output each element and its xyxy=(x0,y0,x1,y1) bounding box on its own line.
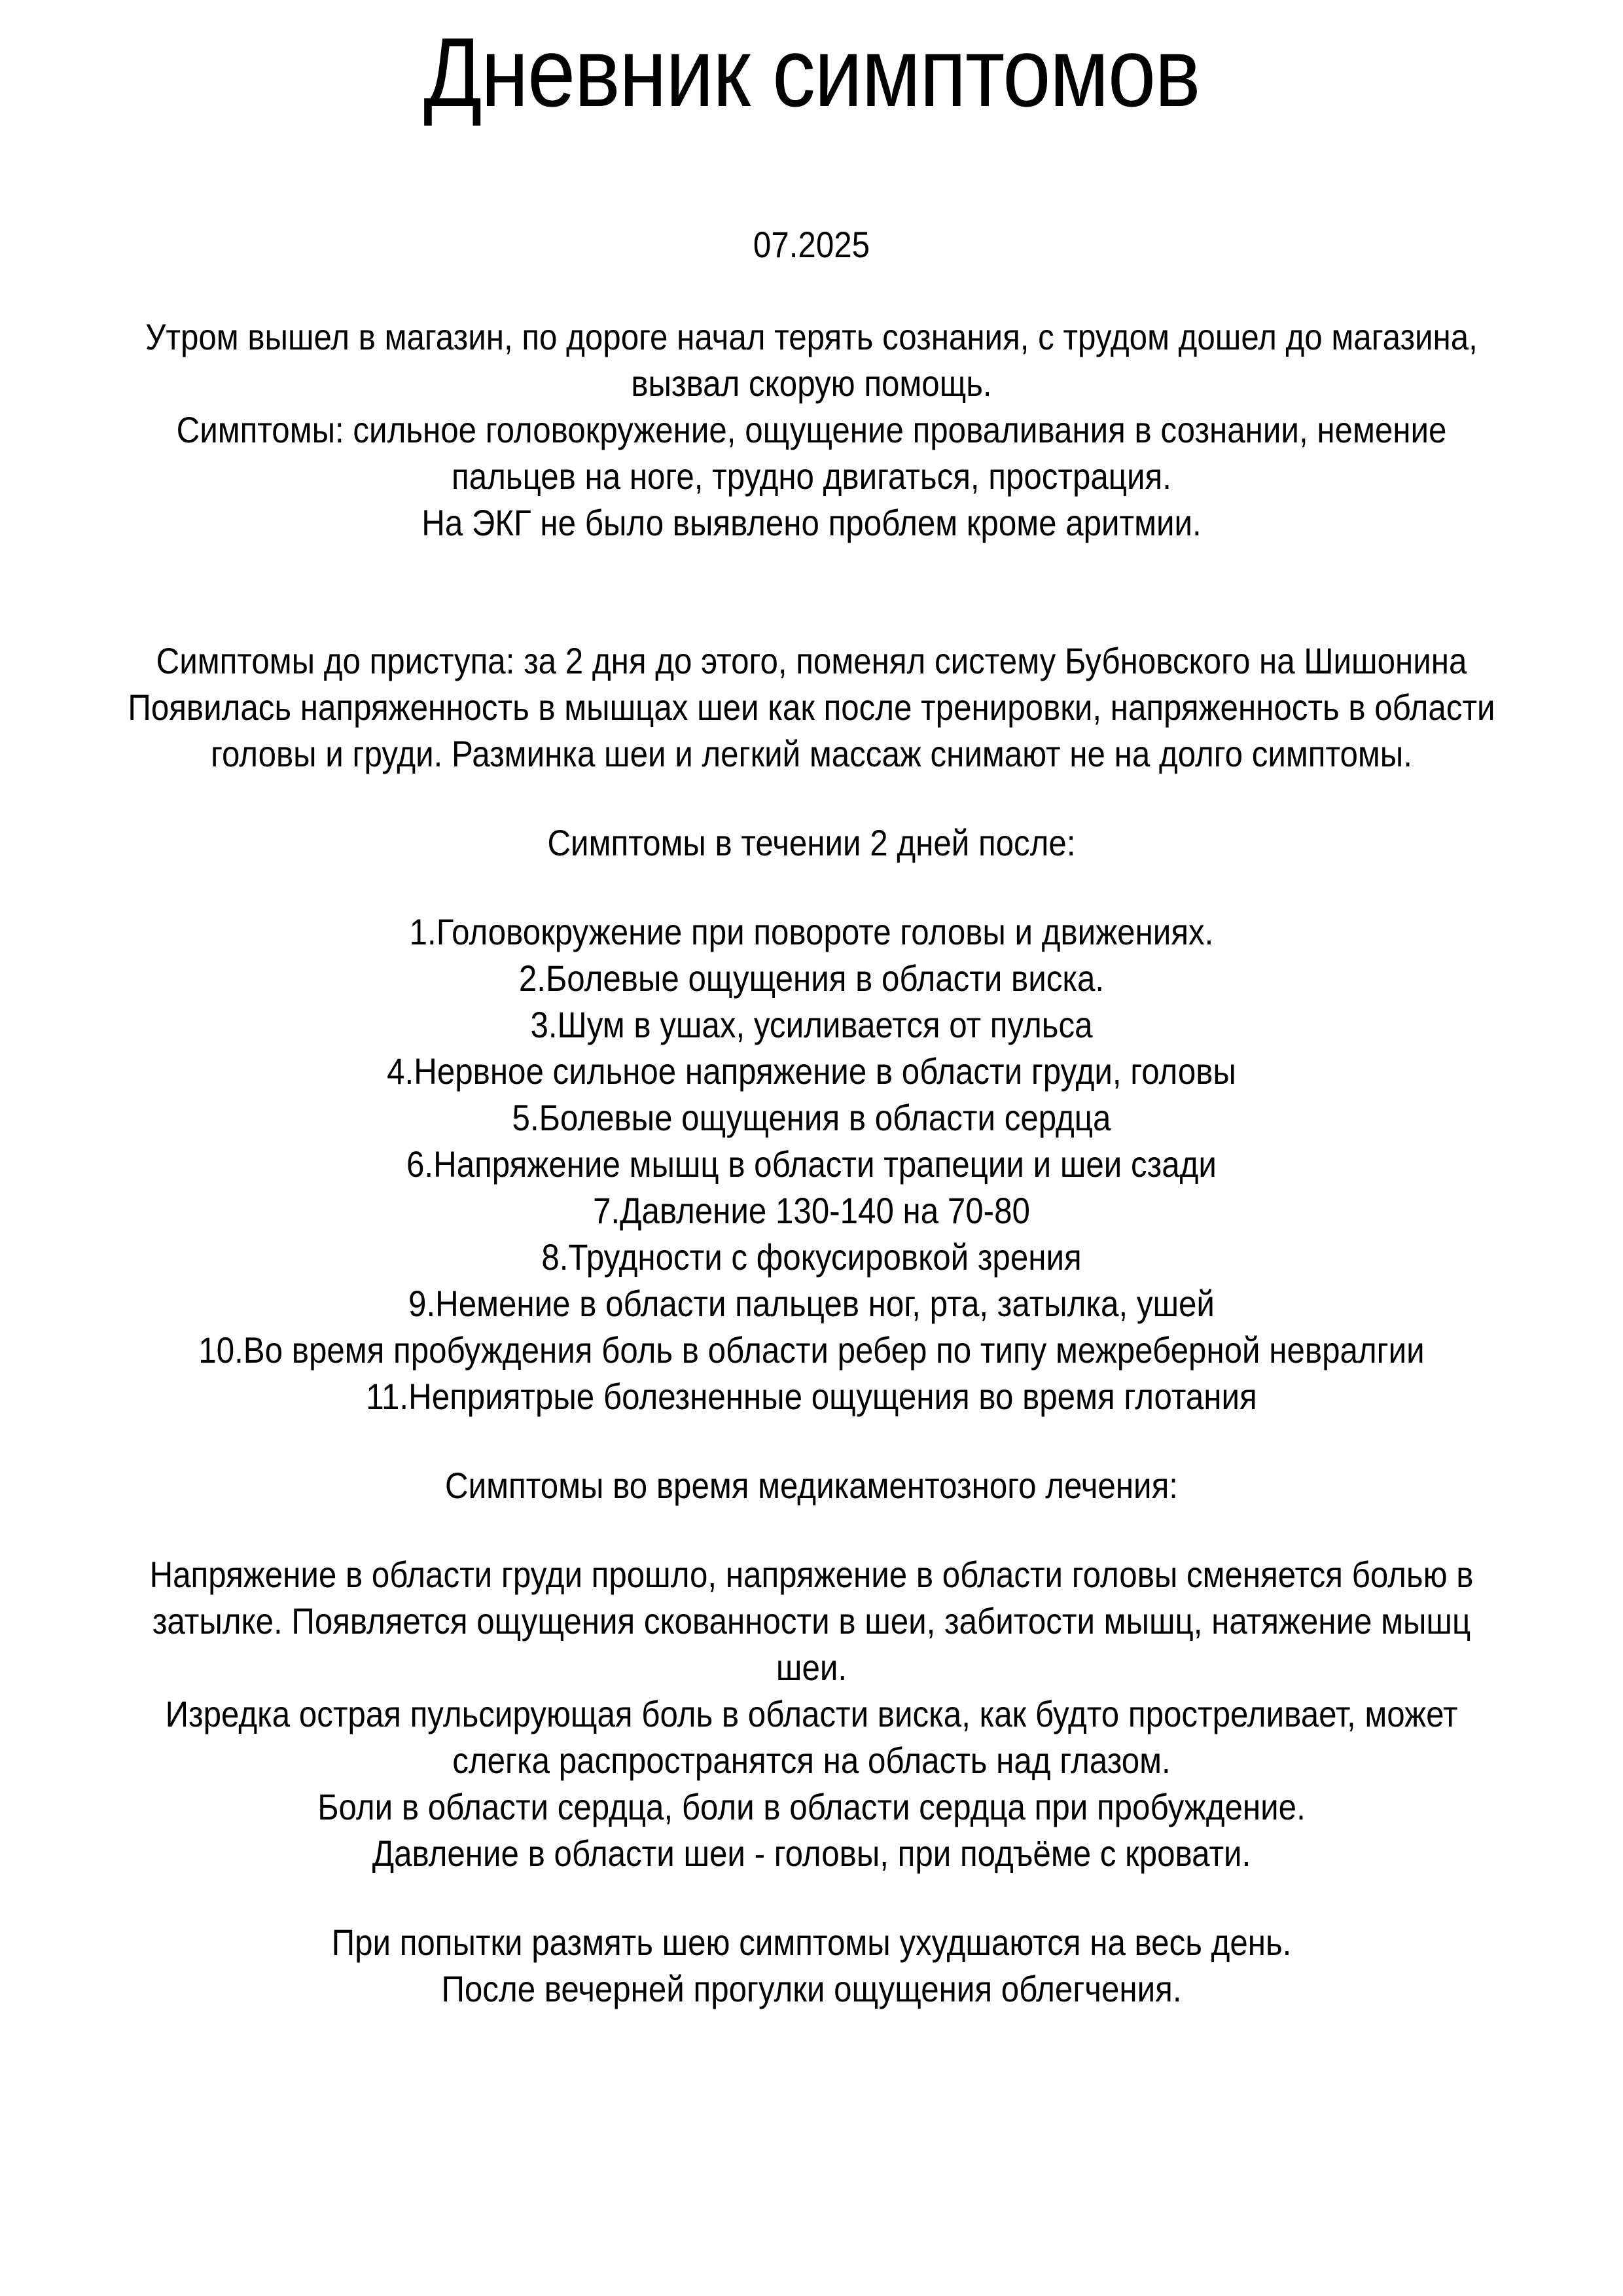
closing-paragraph xyxy=(98,1919,1525,2012)
text-line: 8.Трудности с фокусировкой зрения xyxy=(541,1236,1082,1278)
document-content xyxy=(98,0,1525,2012)
text-line: Давление в области шеи - головы, при подъёме с кровати. xyxy=(372,1833,1251,1874)
text-line: вызвал скорую помощь. xyxy=(631,363,992,404)
after-attack-header: Симптомы в течении 2 дней после: xyxy=(547,822,1076,863)
text-line: 10.Во время пробуждения боль в области ребер по типу межреберной невралгии xyxy=(198,1329,1425,1371)
text-line: слегка распространятся на область над глазом. xyxy=(452,1740,1171,1781)
text-line: 6.Напряжение мышц в области трапеции и шеи сзади xyxy=(406,1143,1217,1185)
text-line: Симптомы: сильное головокружение, ощущение проваливания в сознании, немение xyxy=(176,409,1447,450)
text-line: 4.Нервное сильное напряжение в области груди, головы xyxy=(387,1050,1236,1092)
text-line: Симптомы до приступа: за 2 дня до этого, поменял систему Бубновского на Шишонина xyxy=(156,640,1467,681)
page-title: Дневник симптомов xyxy=(423,17,1200,127)
text-line: Напряжение в области груди прошло, напряжение в области головы сменяется болью в xyxy=(149,1554,1474,1595)
symptom-list xyxy=(98,908,1525,1420)
text-line: 11.Неприятрые болезненные ощущения во время глотания xyxy=(366,1376,1257,1417)
text-line: Боли в области сердца, боли в области сердца при пробуждение. xyxy=(317,1786,1306,1827)
text-line: 1.Головокружение при повороте головы и движениях. xyxy=(409,911,1214,952)
text-line: головы и груди. Разминка шеи и легкий массаж снимают не на долго симптомы. xyxy=(211,733,1412,774)
text-line: пальцев на ноге, трудно двигаться, прострация. xyxy=(452,456,1171,497)
text-line: При попытки размять шею симптомы ухудшаются на весь день. xyxy=(331,1922,1292,1963)
text-line: После вечерней прогулки ощущения облегчения. xyxy=(441,1968,1182,2009)
text-line: Утром вышел в магазин, по дороге начал терять сознания, с трудом дошел до магазина, xyxy=(145,316,1478,357)
text-line: На ЭКГ не было выявлено проблем кроме аритмии. xyxy=(421,502,1202,543)
treatment-paragraph xyxy=(98,1551,1525,1876)
text-line: 9.Немение в области пальцев ног, рта, затылка, ушей xyxy=(408,1283,1215,1324)
text-line: 5.Болевые ощущения в области сердца xyxy=(512,1097,1111,1138)
text-line: Изредка острая пульсирующая боль в области виска, как будто простреливает, может xyxy=(165,1693,1458,1734)
treatment-header: Симптомы во время медикаментозного лечения: xyxy=(445,1465,1178,1506)
text-line: шеи. xyxy=(776,1647,847,1688)
pre-attack-paragraph xyxy=(98,637,1525,777)
text-line: 7.Давление 130-140 на 70-80 xyxy=(593,1190,1030,1231)
text-line: 2.Болевые ощущения в области виска. xyxy=(518,958,1105,999)
text-line: Появилась напряженность в мышцах шеи как после тренировки, напряженность в области xyxy=(128,687,1495,728)
text-line: 3.Шум в ушах, усиливается от пульса xyxy=(530,1004,1093,1045)
intro-paragraph xyxy=(98,314,1525,546)
text-line: затылке. Появляется ощущения скованности в шеи, забитости мышц, натяжение мышц xyxy=(152,1600,1471,1641)
document-date: 07.2025 xyxy=(753,224,870,265)
